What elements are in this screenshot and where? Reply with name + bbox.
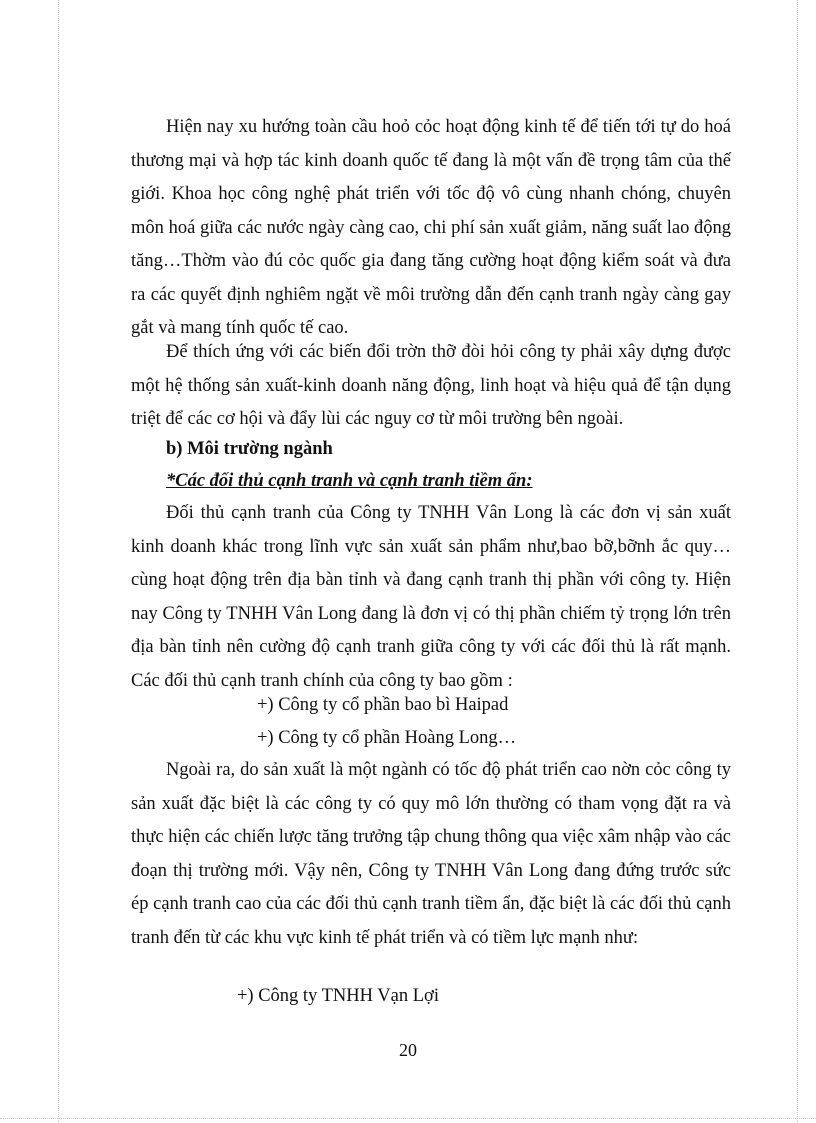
- paragraph-globalization: Hiện nay xu hướng toàn cầu hoỏ cỏc hoạt động kinh tế để tiến tới tự do hoá thương mại và hợp tác kinh doanh quốc tế đang là một vấn đề trọng tâm của thế giới. Khoa học công nghệ phát triển với tốc độ vô cùng nhanh chóng, chuyên môn hoá giữa các nước ngày càng cao, chi phí sản xuất giảm, năng suất lao động tăng…Thờm vào đú cỏc quốc gia đang tăng cường hoạt động kiểm soát và đưa ra các quyết định nghiêm ngặt về môi trường dẫn đến cạnh tranh ngày càng gay gắt và mang tính quốc tế cao.: [131, 117, 731, 338]
- competitor-item: +) Công ty cổ phần Hoàng Long…: [257, 728, 517, 748]
- potential-competitor-item: +) Công ty TNHH Vạn Lợi: [237, 986, 439, 1006]
- subsection-heading: *Các đối thủ cạnh tranh và cạnh tranh tiềm ẩn:: [166, 471, 533, 491]
- paragraph-adaptation: Để thích ứng với các biến đổi trờn thỡ đòi hỏi công ty phải xây dựng được một hệ thống sản xuất-kinh doanh năng động, linh hoạt và hiệu quả để tận dụng triệt để các cơ hội và đẩy lùi các nguy cơ từ môi trường bên ngoài.: [131, 342, 731, 429]
- page-number: 20: [399, 1040, 417, 1060]
- section-heading: b) Môi trường ngành: [166, 439, 333, 459]
- competitor-item: +) Công ty cổ phần bao bì Haipad: [257, 695, 509, 715]
- page-bottom-rule: [0, 1118, 816, 1119]
- paragraph-competitors: Đối thủ cạnh tranh của Công ty TNHH Vân Long là các đơn vị sản xuất kinh doanh khác trong lĩnh vực sản xuất sản phẩm như,bao bỡ,bỡnh ắc quy… cùng hoạt động trên địa bàn tỉnh và đang cạnh tranh thị phần với công ty. Hiện nay Công ty TNHH Vân Long đang là đơn vị có thị phần chiếm tỷ trọng lớn trên địa bàn tỉnh nên cường độ cạnh tranh giữa công ty với các đối thủ là rất mạnh. Các đối thủ cạnh tranh chính của công ty bao gồm :: [131, 503, 731, 691]
- paragraph-potential-competitors: Ngoài ra, do sản xuất là một ngành có tốc độ phát triển cao nờn cỏc công ty sản xuất đặc biệt là các công ty có quy mô lớn thường có tham vọng đặt ra và thực hiện các chiến lược tăng trưởng tập chung thông qua việc xâm nhập vào các đoạn thị trường mới. Vậy nên, Công ty TNHH Vân Long đang đứng trước sức ép cạnh tranh cao của các đối thủ cạnh tranh tiềm ẩn, đặc biệt là các đối thủ cạnh tranh đến từ các khu vực kinh tế phát triển và có tiềm lực mạnh như:: [131, 760, 731, 948]
